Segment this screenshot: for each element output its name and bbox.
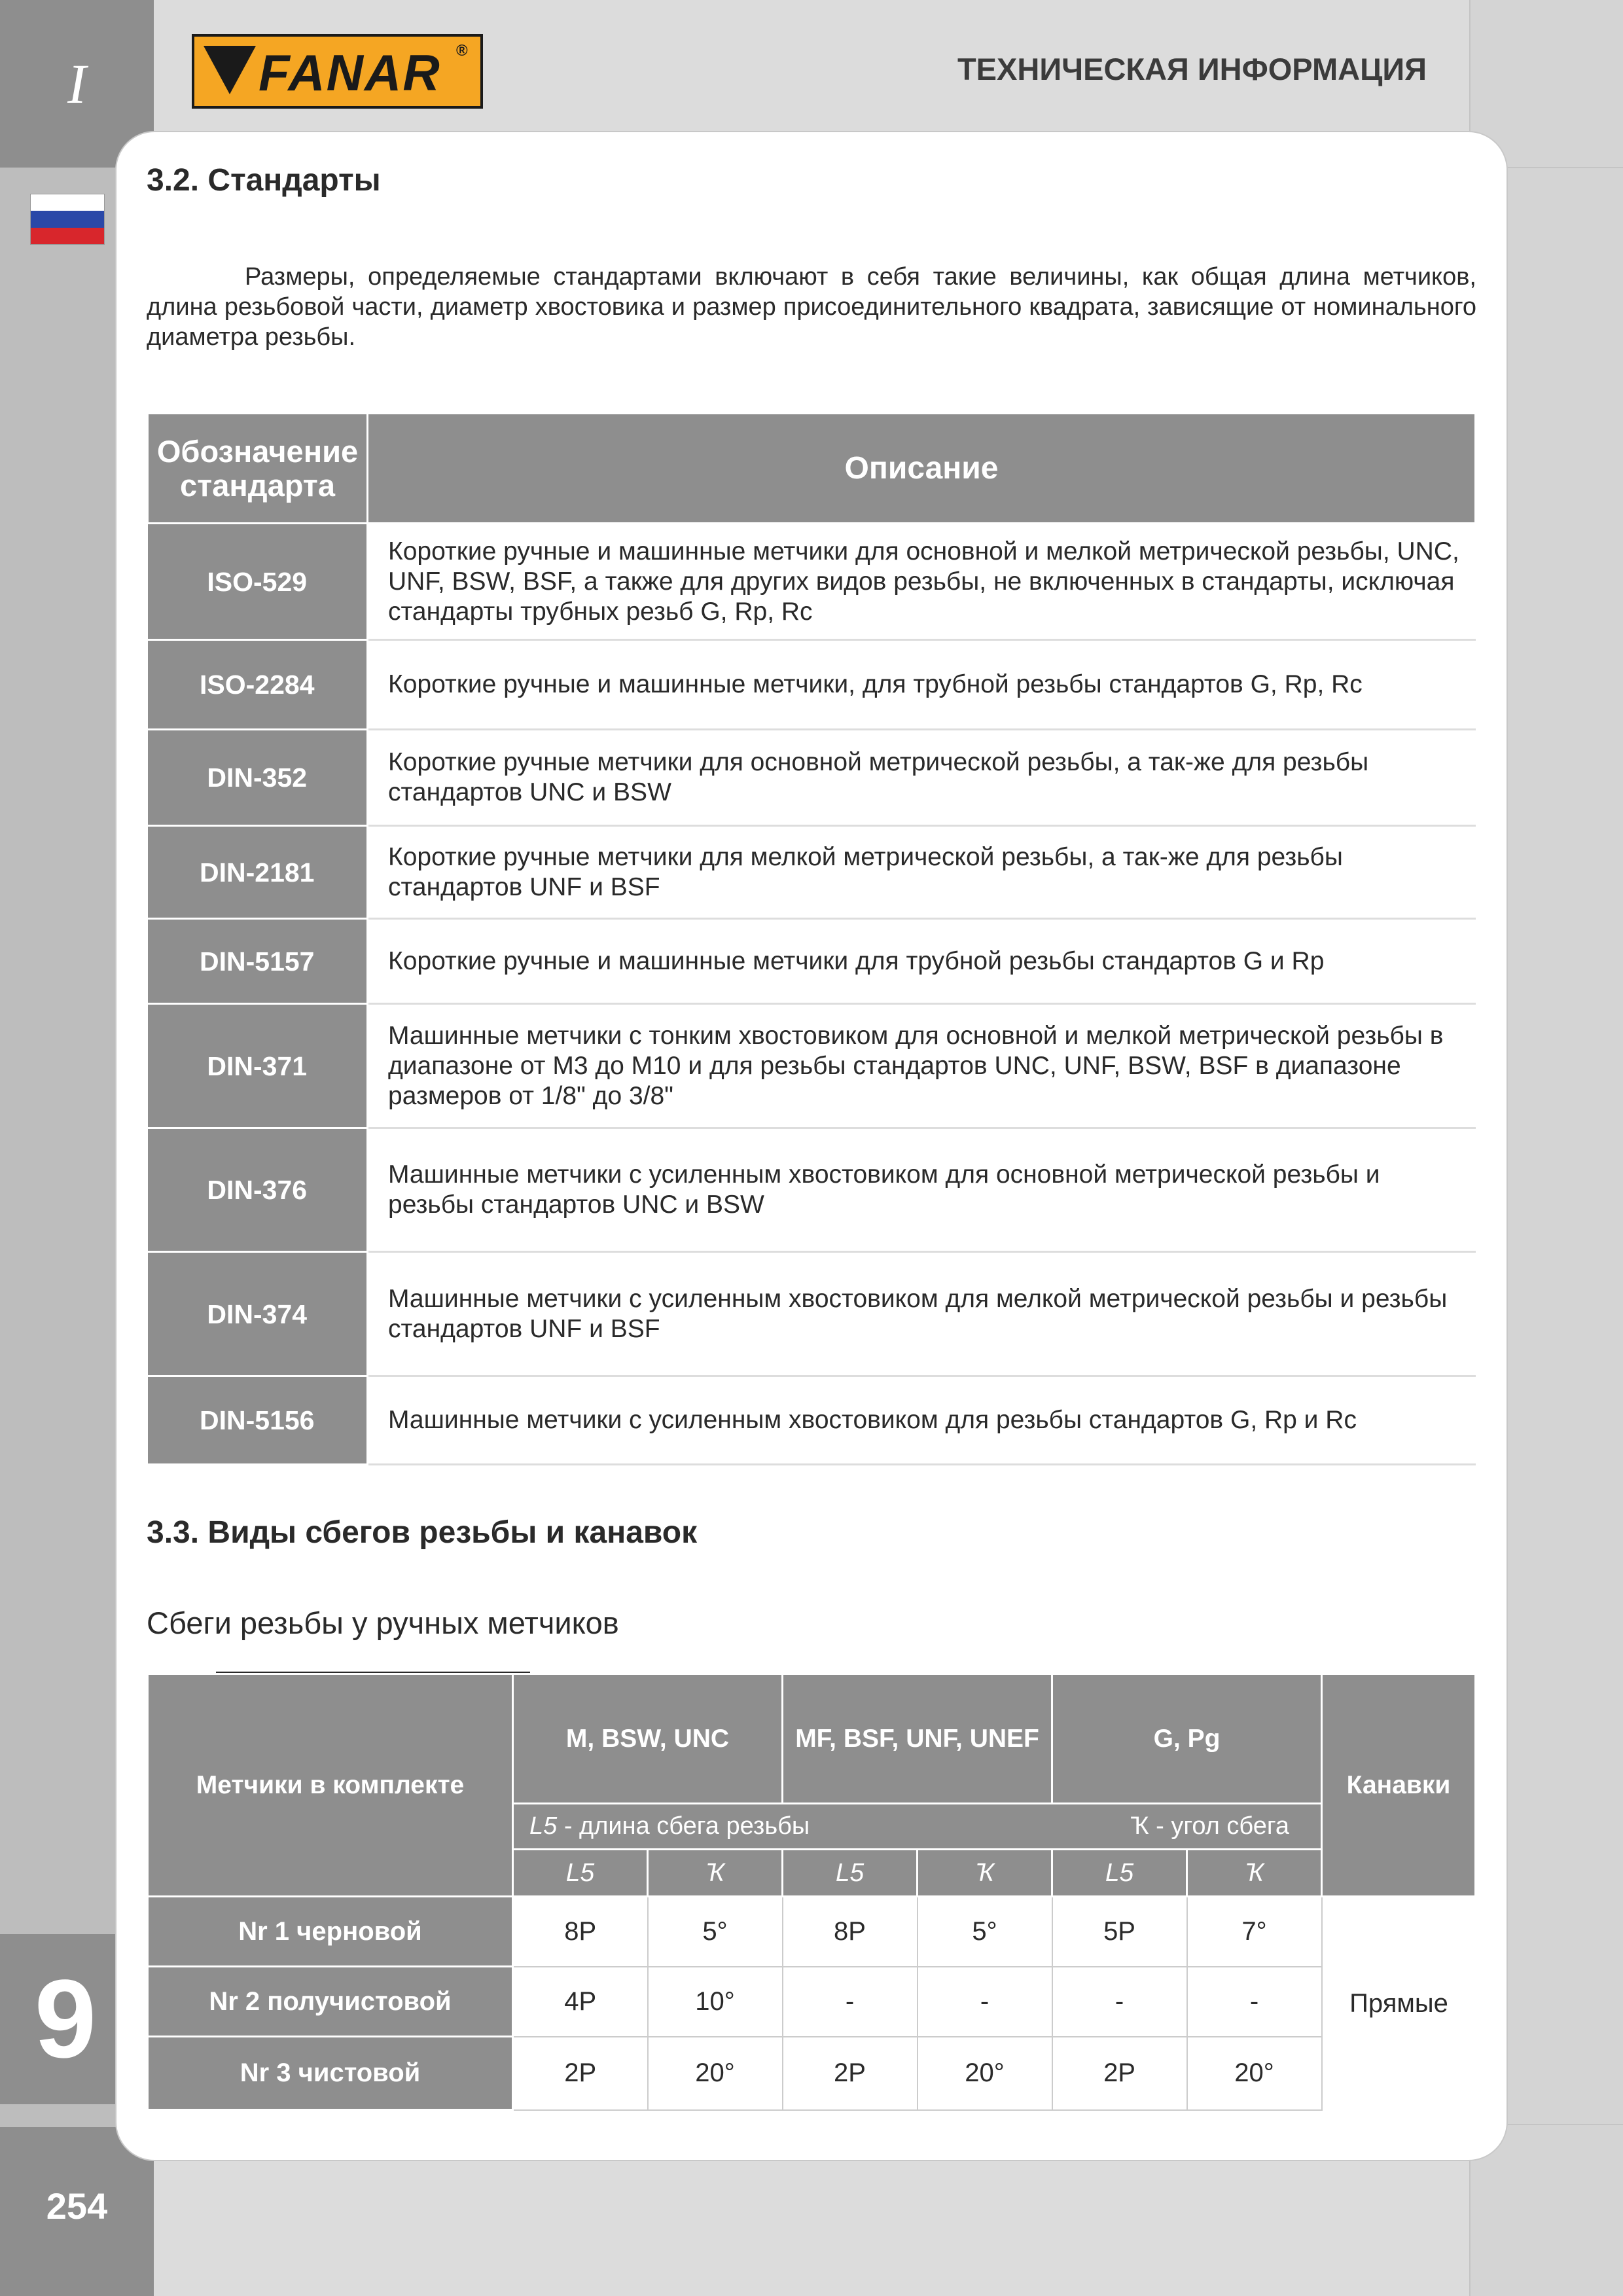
chapter-number: 9 xyxy=(0,1934,131,2104)
cell-value: 2P xyxy=(513,2037,648,2110)
section-heading-standards: 3.2. Стандарты xyxy=(147,163,381,198)
logo-text: FANAR xyxy=(259,44,441,101)
standard-description: Короткие ручные метчики для мелкой метрической резьбы, а так-же для резьбы стандартов UNF и BSF xyxy=(368,826,1476,919)
table-row xyxy=(148,730,1476,826)
standard-description: Короткие ручные и машинные метчики, для трубной резьбы стандартов G, Rp, Rc xyxy=(368,640,1476,730)
standard-description: Короткие ручные и машинные метчики для основной и мелкой метрической резьбы, UNC, UNF, BSW, BSF, а также для других видов резьбы, не включенных в стандарты, исключая стандарты трубных резьб G, Rp, Rc xyxy=(368,524,1476,640)
table-row xyxy=(148,1967,1476,2037)
standard-code: DIN-5157 xyxy=(148,919,368,1004)
brand-logo xyxy=(192,34,483,109)
table-row xyxy=(148,919,1476,1004)
cell-value: 20° xyxy=(918,2037,1052,2110)
cell-value: 20° xyxy=(648,2037,783,2110)
section-heading-thread-runouts: 3.3. Виды сбегов резьбы и канавок xyxy=(147,1515,698,1550)
standard-code: DIN-352 xyxy=(148,730,368,826)
cell-value: 5P xyxy=(1052,1897,1187,1967)
russian-flag-icon xyxy=(30,194,105,245)
tap-name: Nr 3 чистовой xyxy=(148,2037,513,2110)
grooves-value: Прямые xyxy=(1322,1897,1476,2110)
cell-value: 10° xyxy=(648,1967,783,2037)
cell-value: 2P xyxy=(1052,2037,1187,2110)
table-row xyxy=(148,640,1476,730)
table-row xyxy=(148,1897,1476,1967)
standard-code: ISO-2284 xyxy=(148,640,368,730)
param-l5: L5 xyxy=(1052,1850,1187,1897)
standard-code: DIN-371 xyxy=(148,1004,368,1128)
cell-value: 20° xyxy=(1187,2037,1322,2110)
standard-description: Короткие ручные метчики для основной метрической резьбы, а так-же для резьбы стандартов UNC и BSW xyxy=(368,730,1476,826)
cell-value: 5° xyxy=(918,1897,1052,1967)
cell-value: 5° xyxy=(648,1897,783,1967)
standard-code: DIN-374 xyxy=(148,1252,368,1376)
standard-code: DIN-5156 xyxy=(148,1376,368,1465)
standard-code: DIN-376 xyxy=(148,1128,368,1252)
page-header-title: ТЕХНИЧЕСКАЯ ИНФОРМАЦИЯ xyxy=(957,52,1427,86)
standard-description: Машинные метчики с тонким хвостовиком для основной и мелкой метрической резьбы в диапазоне от М3 до М10 и для резьбы стандартов UNC, UNF, BSW, BSF в диапазоне размеров от 1/8" до 3/8" xyxy=(368,1004,1476,1128)
cell-value: - xyxy=(918,1967,1052,2037)
param-angle: Ҡ xyxy=(648,1850,783,1897)
table-row xyxy=(148,1252,1476,1376)
intro-paragraph: Размеры, определяемые стандартами включают в себя такие величины, как общая длина метчиков, длина резьбовой части, диаметр хвостовика и размер присоединительного квадрата, зависящие от номинального диаметра резьбы. xyxy=(147,263,1476,351)
header-grooves: Канавки xyxy=(1322,1674,1476,1897)
table-header-code: Обозначение стандарта xyxy=(148,414,368,524)
header-group-fine: MF, BSF, UNF, UNEF xyxy=(783,1674,1052,1804)
table-row xyxy=(148,524,1476,640)
registered-mark: ® xyxy=(456,42,468,60)
cell-value: - xyxy=(1052,1967,1187,2037)
table-header-description: Описание xyxy=(368,414,1476,524)
param-l5: L5 xyxy=(783,1850,918,1897)
section-numeral: I xyxy=(67,52,86,115)
cell-value: 8P xyxy=(783,1897,918,1967)
table-row xyxy=(148,826,1476,919)
cell-value: 2P xyxy=(783,2037,918,2110)
cell-value: - xyxy=(783,1967,918,2037)
cell-value: 4P xyxy=(513,1967,648,2037)
standard-code: DIN-2181 xyxy=(148,826,368,919)
header-group-metric: M, BSW, UNC xyxy=(513,1674,783,1804)
standard-description: Машинные метчики с усиленным хвостовиком для резьбы стандартов G, Rp и Rc xyxy=(368,1376,1476,1465)
table-row xyxy=(148,1128,1476,1252)
standard-code: ISO-529 xyxy=(148,524,368,640)
table-row xyxy=(148,1376,1476,1465)
cell-value: 7° xyxy=(1187,1897,1322,1967)
param-angle: Ҡ xyxy=(1187,1850,1322,1897)
page-number: 254 xyxy=(46,2185,108,2227)
tap-name: Nr 2 получистовой xyxy=(148,1967,513,2037)
header-taps-in-set: Метчики в комплекте xyxy=(148,1674,513,1897)
standard-description: Машинные метчики с усиленным хвостовиком для основной метрической резьбы и резьбы стандартов UNC и BSW xyxy=(368,1128,1476,1252)
thread-runout-table xyxy=(147,1673,1476,2111)
subheading-hand-taps: Сбеги резьбы у ручных метчиков xyxy=(147,1605,619,1640)
divider xyxy=(1505,2124,1623,2125)
standard-description: Короткие ручные и машинные метчики для трубной резьбы стандартов G и Rp xyxy=(368,919,1476,1004)
cell-value: 8P xyxy=(513,1897,648,1967)
param-l5: L5 xyxy=(513,1850,648,1897)
legend-caption: L5 - длина сбега резьбы Ҡ - угол сбега xyxy=(513,1804,1322,1850)
table-row xyxy=(148,1004,1476,1128)
param-angle: Ҡ xyxy=(918,1850,1052,1897)
divider xyxy=(1505,167,1623,168)
cell-value: - xyxy=(1187,1967,1322,2037)
table-row xyxy=(148,2037,1476,2110)
standard-description: Машинные метчики с усиленным хвостовиком для мелкой метрической резьбы и резьбы стандартов UNF и BSF xyxy=(368,1252,1476,1376)
tap-name: Nr 1 черновой xyxy=(148,1897,513,1967)
logo-v-mark-icon xyxy=(204,46,256,94)
header-group-pipe: G, Pg xyxy=(1052,1674,1322,1804)
standards-table xyxy=(147,412,1476,1465)
